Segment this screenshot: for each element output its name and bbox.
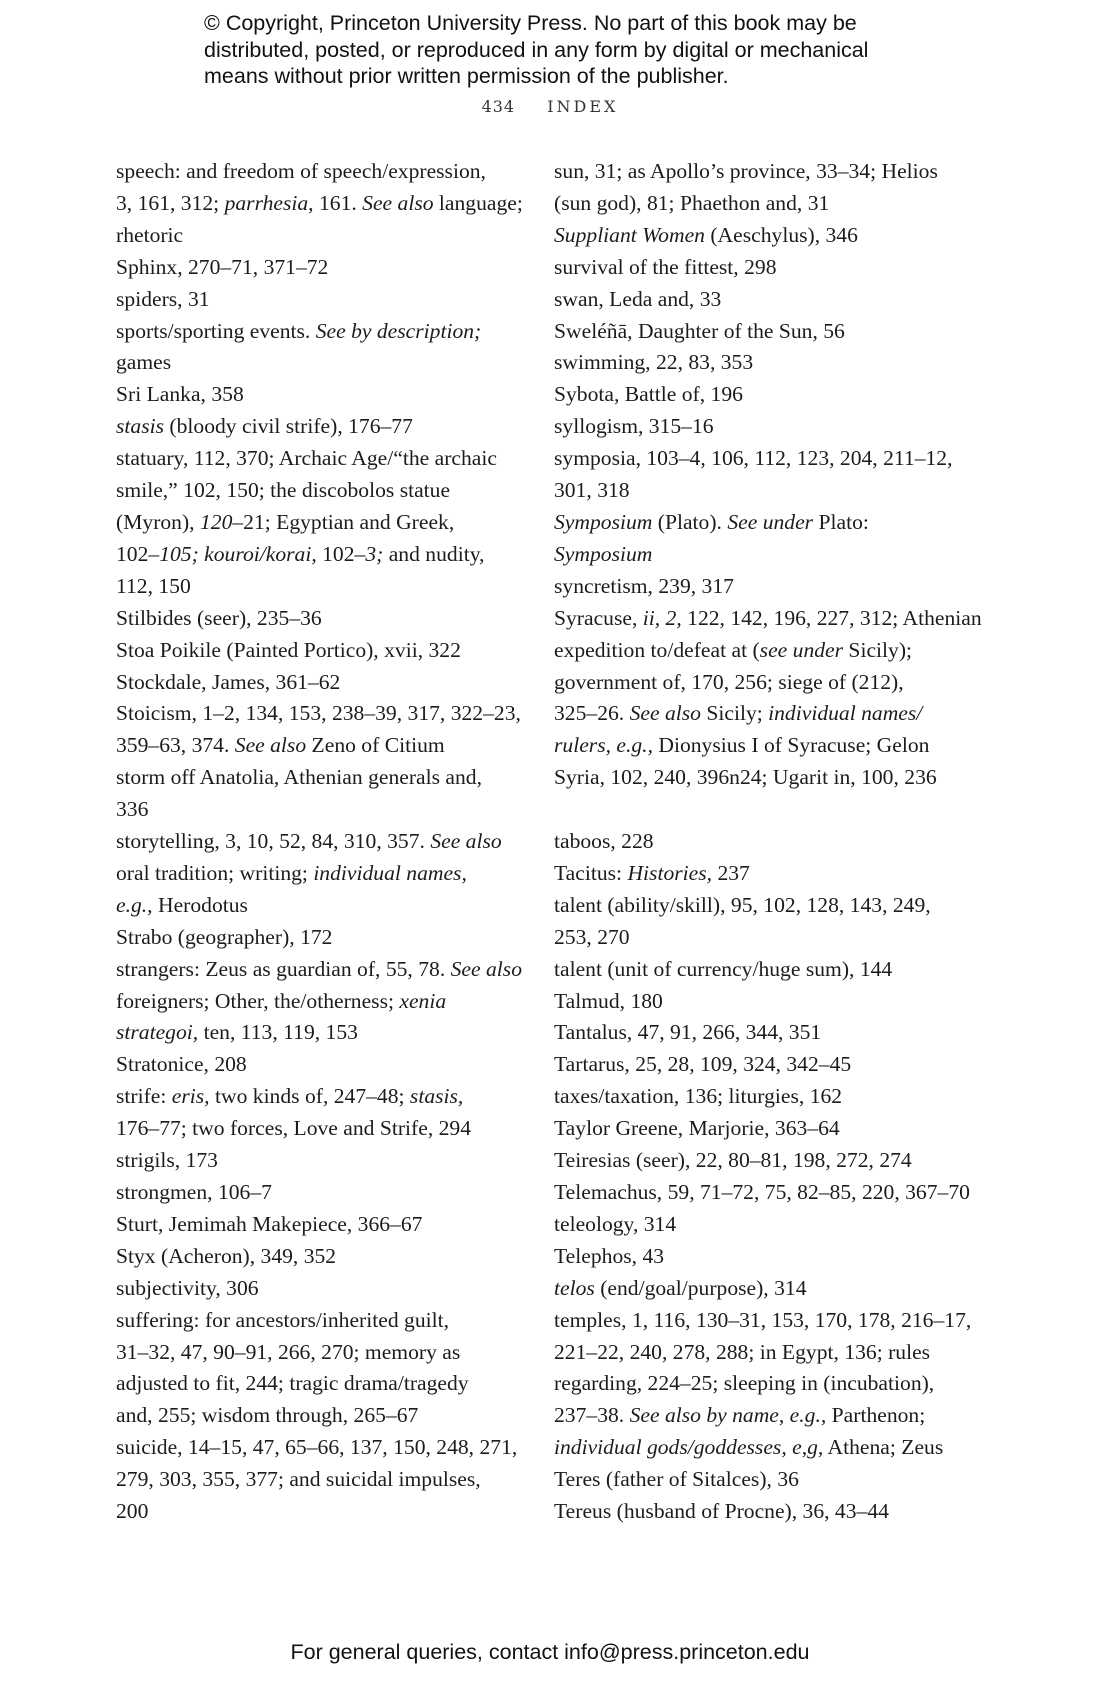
- index-entry-line: strangers: Zeus as guardian of, 55, 78. See also: [116, 956, 522, 981]
- index-entry-line: speech: and freedom of speech/expression,: [116, 159, 486, 183]
- index-entry-line: rulers, e.g., Dionysius I of Syracuse; Gelon: [554, 733, 930, 758]
- index-entry: [554, 1209, 974, 1241]
- index-entry: [116, 1177, 516, 1209]
- index-entry: [116, 954, 522, 1018]
- index-entry-line: talent (unit of currency/huge sum), 144: [554, 956, 893, 981]
- index-entry-line: 31–32, 47, 90–91, 266, 270; memory as: [116, 1339, 461, 1364]
- index-entry-line: 112, 150: [116, 573, 191, 598]
- index-entry-line: (sun god), 81; Phaethon and, 31: [554, 190, 830, 215]
- index-entry-line: Tacitus: Histories, 237: [554, 860, 750, 885]
- section-title: INDEX: [547, 97, 619, 116]
- copyright-line: © Copyright, Princeton University Press. No part of this book may be: [204, 11, 857, 35]
- index-entry-line: temples, 1, 116, 130–31, 153, 170, 178, 216–17,: [554, 1307, 972, 1332]
- index-entry-line: Symposium (Plato). See under Plato:: [554, 509, 869, 534]
- group-separator: [554, 794, 974, 826]
- index-entry: [116, 1273, 516, 1305]
- index-entry-line: Symposium: [554, 541, 653, 566]
- index-entry-line: Telemachus, 59, 71–72, 75, 82–85, 220, 367–70: [554, 1179, 970, 1204]
- copyright-line: means without prior written permission of the publisher.: [204, 64, 729, 88]
- index-entry-line: Sphinx, 270–71, 371–72: [116, 254, 329, 279]
- running-head: [0, 97, 1100, 116]
- index-entry: [554, 1017, 974, 1049]
- index-entry-line: Strabo (geographer), 172: [116, 924, 333, 949]
- index-entry: [116, 667, 516, 699]
- index-entry: [554, 954, 974, 986]
- index-entry: [554, 507, 974, 571]
- index-entry-line: strigils, 173: [116, 1148, 218, 1173]
- index-entry: [116, 1432, 516, 1528]
- index-entry-line: 176–77; two forces, Love and Strife, 294: [116, 1116, 472, 1141]
- index-entry: [554, 411, 974, 443]
- index-entry-line: stasis (bloody civil strife), 176–77: [116, 414, 413, 439]
- index-entry-line: strongmen, 106–7: [116, 1180, 272, 1204]
- index-entry-line: symposia, 103–4, 106, 112, 123, 204, 211–12,: [554, 446, 953, 471]
- footer-contact: For general queries, contact info@press.princeton.edu: [290, 1640, 810, 1664]
- index-column-left: [116, 156, 523, 1528]
- index-entry: [554, 571, 974, 603]
- index-group-s: [554, 156, 982, 794]
- index-entry-line: Teres (father of Sitalces), 36: [554, 1467, 799, 1492]
- index-entry-line: Syria, 102, 240, 396n24; Ugarit in, 100, 236: [554, 765, 937, 790]
- index-entry: [116, 316, 516, 380]
- index-entry: [554, 220, 974, 252]
- index-entry: [554, 1081, 974, 1113]
- index-entry-line: government of, 170, 256; siege of (212),: [554, 669, 904, 694]
- index-entry: [554, 284, 974, 316]
- index-entry-line: 336: [116, 797, 149, 822]
- index-entry: [116, 411, 516, 443]
- index-entry-line: Sturt, Jemimah Makepiece, 366–67: [116, 1211, 423, 1236]
- index-entry: [116, 635, 516, 667]
- index-entry: [554, 1273, 974, 1305]
- index-entry-line: 325–26. See also Sicily; individual names/: [554, 701, 923, 726]
- index-entry: [554, 1305, 974, 1465]
- index-entry-line: Sri Lanka, 358: [116, 382, 244, 407]
- index-entry-line: 200: [116, 1499, 149, 1524]
- index-entry: [554, 347, 974, 379]
- index-entry: [116, 1017, 516, 1049]
- index-entry: [554, 1177, 974, 1209]
- index-entry-line: e.g., Herodotus: [116, 892, 248, 917]
- index-entry-line: games: [116, 350, 172, 375]
- index-entry-line: 301, 318: [554, 478, 630, 503]
- index-entry: [554, 603, 982, 763]
- index-entry-line: regarding, 224–25; sleeping in (incubation),: [554, 1371, 935, 1396]
- index-entry: [554, 156, 974, 220]
- index-entry-line: Tartarus, 25, 28, 109, 324, 342–45: [554, 1052, 852, 1077]
- index-entry-line: teleology, 314: [554, 1211, 677, 1236]
- index-entry: [554, 379, 974, 411]
- index-entry-line: individual gods/goddesses, e,g, Athena; Zeus: [554, 1435, 944, 1460]
- index-entry: [554, 762, 974, 794]
- index-entry-line: suffering: for ancestors/inherited guilt,: [116, 1307, 450, 1332]
- index-entry-line: strategoi, ten, 113, 119, 153: [116, 1020, 358, 1045]
- index-entry: [554, 1049, 974, 1081]
- index-entry-line: survival of the fittest, 298: [554, 254, 777, 279]
- index-entry-line: Taylor Greene, Marjorie, 363–64: [554, 1116, 840, 1141]
- index-entry: [116, 1305, 516, 1433]
- index-entry: [554, 1496, 974, 1528]
- index-entry-line: swimming, 22, 83, 353: [554, 350, 754, 375]
- index-entry-line: 253, 270: [554, 924, 630, 949]
- index-entry-line: 237–38. See also by name, e.g., Parthenon;: [554, 1403, 926, 1428]
- index-entry-line: strife: eris, two kinds of, 247–48; stasis,: [116, 1084, 464, 1109]
- index-entry: [554, 1464, 974, 1496]
- copyright-line: distributed, posted, or reproduced in any form by digital or mechanical: [204, 37, 869, 62]
- index-entry: [554, 1241, 974, 1273]
- index-entry: [116, 1209, 516, 1241]
- index-entry: [116, 1145, 516, 1177]
- index-entry: [116, 284, 516, 316]
- index-entry: [554, 443, 974, 507]
- index-entry: [116, 603, 516, 635]
- index-entry-line: Stockdale, James, 361–62: [116, 669, 341, 694]
- index-entry: [116, 762, 516, 826]
- index-entry-line: Stoicism, 1–2, 134, 153, 238–39, 317, 322–23,: [116, 701, 521, 726]
- index-entry: [554, 986, 974, 1018]
- index-entry: [116, 443, 516, 603]
- index-entry-line: rhetoric: [116, 222, 184, 247]
- index-column-right: [554, 156, 982, 1528]
- index-entry-line: storm off Anatolia, Athenian generals and,: [116, 765, 483, 790]
- index-entry-line: foreigners; Other, the/otherness; xenia: [116, 988, 447, 1013]
- index-entry-line: spiders, 31: [116, 286, 210, 311]
- index-entry-line: syncretism, 239, 317: [554, 573, 734, 598]
- index-entry-line: subjectivity, 306: [116, 1275, 259, 1300]
- index-entry-line: 279, 303, 355, 377; and suicidal impulses,: [116, 1467, 481, 1492]
- index-entry-line: taxes/taxation, 136; liturgies, 162: [554, 1084, 843, 1109]
- index-entry: [554, 252, 974, 284]
- index-entry-line: Talmud, 180: [554, 988, 663, 1013]
- index-entry: [116, 698, 521, 762]
- index-entry: [554, 890, 974, 954]
- index-entry: [116, 156, 523, 252]
- index-entry: [116, 1081, 516, 1145]
- index-entry-line: Telephos, 43: [554, 1243, 665, 1268]
- index-entry-line: adjusted to fit, 244; tragic drama/tragedy: [116, 1371, 469, 1396]
- index-entry-line: Stoa Poikile (Painted Portico), xvii, 322: [116, 637, 461, 662]
- copyright-notice: [204, 10, 924, 90]
- index-entry: [554, 1145, 974, 1177]
- index-entry: [116, 922, 516, 954]
- index-entry-line: Teiresias (seer), 22, 80–81, 198, 272, 274: [554, 1148, 912, 1173]
- index-entry-line: Styx (Acheron), 349, 352: [116, 1243, 337, 1268]
- index-entry-line: smile,” 102, 150; the discobolos statue: [116, 478, 451, 503]
- index-entry-line: Stilbides (seer), 235–36: [116, 605, 322, 630]
- index-entry-line: Stratonice, 208: [116, 1052, 247, 1077]
- index-entry-line: Tereus (husband of Procne), 36, 43–44: [554, 1499, 889, 1524]
- index-entry-line: Tantalus, 47, 91, 266, 344, 351: [554, 1020, 822, 1045]
- index-entry: [116, 379, 516, 411]
- index-entry-line: Sybota, Battle of, 196: [554, 382, 743, 407]
- index-entry: [554, 858, 974, 890]
- index-entry: [554, 826, 974, 858]
- index-entry-line: swan, Leda and, 33: [554, 286, 722, 311]
- index-entry-line: taboos, 228: [554, 829, 654, 854]
- index-entry-line: Suppliant Women (Aeschylus), 346: [554, 222, 858, 247]
- index-entry-line: 102–105; kouroi/korai, 102–3; and nudity,: [116, 541, 485, 566]
- index-entry-line: expedition to/defeat at (see under Sicily);: [554, 637, 913, 662]
- index-entry-line: (Myron), 120–21; Egyptian and Greek,: [116, 509, 455, 534]
- index-entry-line: syllogism, 315–16: [554, 414, 714, 439]
- index-entry-line: sun, 31; as Apollo’s province, 33–34; Helios: [554, 159, 938, 183]
- index-entry-line: Syracuse, ii, 2, 122, 142, 196, 227, 312; Athenian: [554, 605, 982, 630]
- index-group-t: [554, 826, 974, 1528]
- index-entry-line: talent (ability/skill), 95, 102, 128, 143, 249,: [554, 892, 931, 917]
- index-entry-line: oral tradition; writing; individual names,: [116, 860, 467, 885]
- page-number: 434: [481, 97, 516, 116]
- index-entry-line: and, 255; wisdom through, 265–67: [116, 1403, 419, 1428]
- index-entry-line: 221–22, 240, 278, 288; in Egypt, 136; rules: [554, 1339, 931, 1364]
- index-entry-line: 359–63, 374. See also Zeno of Citium: [116, 733, 445, 758]
- index-entry-line: statuary, 112, 370; Archaic Age/“the archaic: [116, 446, 497, 471]
- index-entry-line: telos (end/goal/purpose), 314: [554, 1275, 807, 1300]
- index-entry-line: sports/sporting events. See by description;: [116, 318, 482, 343]
- index-entry-line: 3, 161, 312; parrhesia, 161. See also language;: [116, 190, 523, 215]
- index-entry-line: storytelling, 3, 10, 52, 84, 310, 357. See also: [116, 829, 502, 854]
- index-entry: [116, 826, 516, 922]
- index-entry-line: suicide, 14–15, 47, 65–66, 137, 150, 248, 271,: [116, 1435, 518, 1460]
- index-entry: [116, 1049, 516, 1081]
- index-entry: [554, 1113, 974, 1145]
- index-entry: [116, 252, 516, 284]
- index-entry-line: Sweléñā, Daughter of the Sun, 56: [554, 318, 845, 343]
- index-entry: [554, 316, 974, 348]
- index-entry: [116, 1241, 516, 1273]
